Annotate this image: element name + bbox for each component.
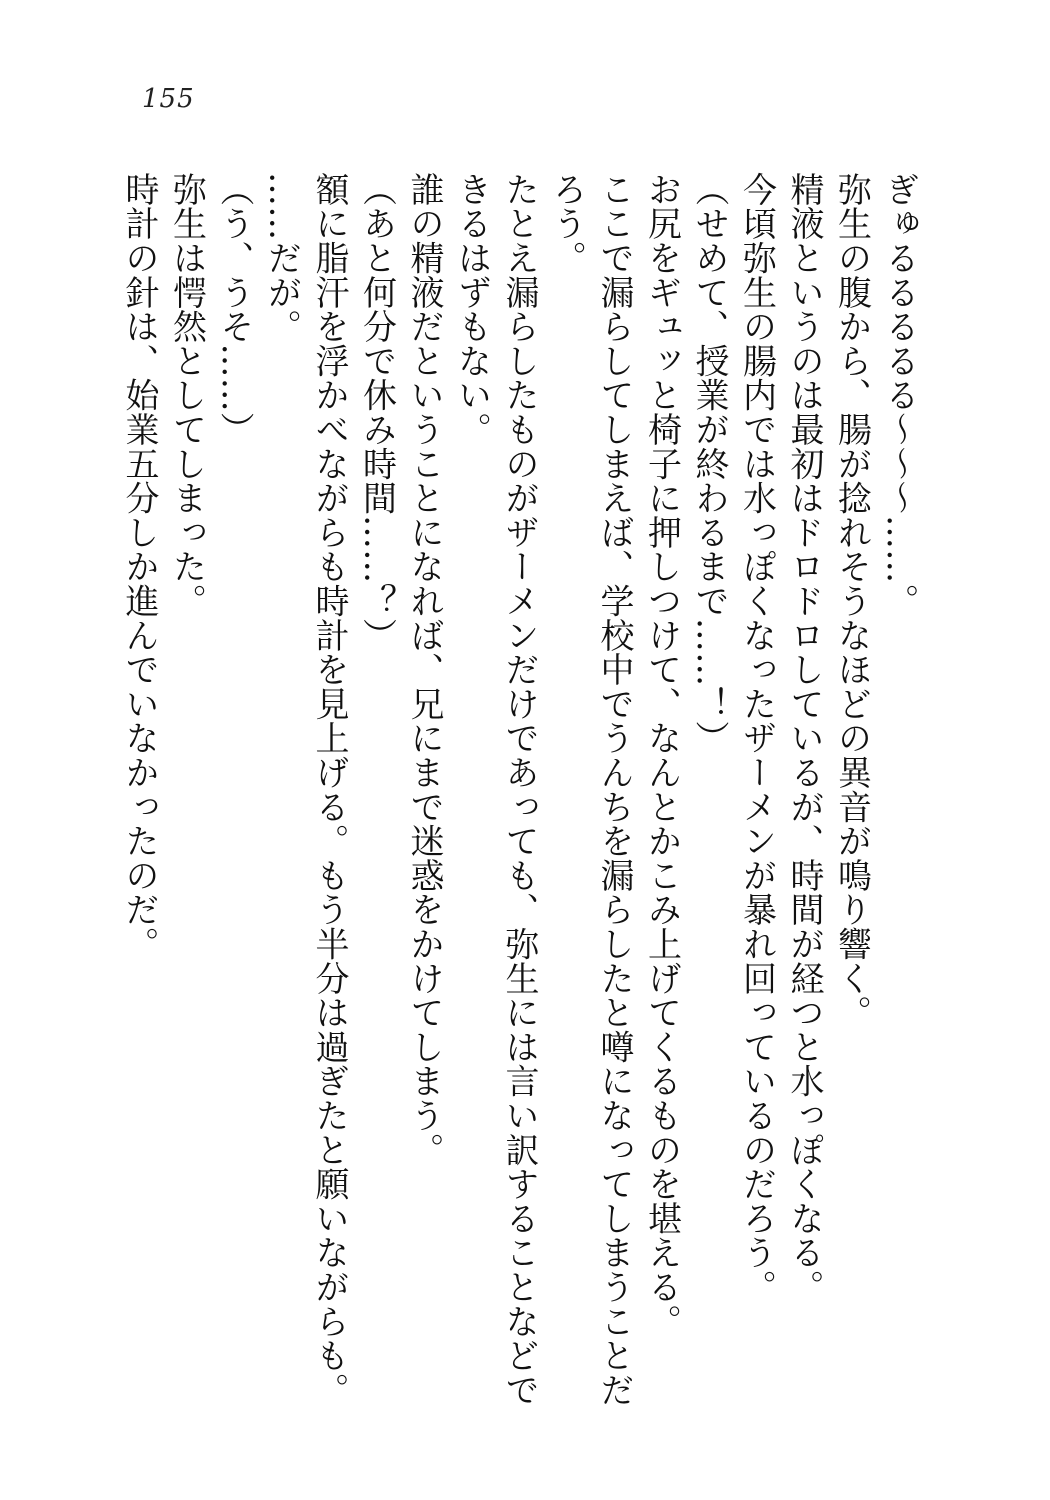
paragraph: 弥生の腹から、腸が捻れそうなほどの異音が鳴り響く。 [831, 172, 872, 1030]
paragraph: ここで漏らしてしまえば、学校中でうんちを漏らしたと噂になってしまうことだろう。 [546, 172, 634, 1407]
paragraph: 誰の精液だということになれば、兄にまで迷惑をかけてしまう。 [404, 172, 444, 1167]
paragraph: （あと何分で休み時間……？） [356, 172, 397, 653]
paragraph: 今頃弥生の腸内では水っぽくなったザーメンが暴れ回っているのだろう。 [736, 172, 777, 1304]
paragraph: 精液というのは最初はドロドロしているが、時間が経つと水っぽくなる。 [784, 172, 824, 1304]
paragraph: （う、うそ……） [214, 172, 254, 447]
paragraph: ……だが。 [261, 172, 302, 344]
paragraph: 時計の針は、始業五分しか進んでいなかったのだ。 [119, 172, 159, 961]
paragraph: 額に脂汗を浮かべながらも時計を見上げる。もう半分は過ぎたと願いながらも。 [309, 172, 349, 1407]
paragraph: 弥生は愕然としてしまった。 [166, 172, 207, 618]
page-number: 155 [142, 84, 195, 114]
paragraph: お尻をギュッと椅子に押しつけて、なんとかこみ上げてくるものを堪える。 [641, 172, 682, 1339]
paragraph: ぎゅるるるるる〜〜〜……。 [879, 172, 919, 618]
body-text [119, 172, 922, 1432]
paragraph: （せめて、授業が終わるまで……！） [689, 172, 729, 756]
paragraph: たとえ漏らしたものがザーメンだけであっても、弥生には言い訳することなどできるはずもない。 [451, 172, 539, 1407]
